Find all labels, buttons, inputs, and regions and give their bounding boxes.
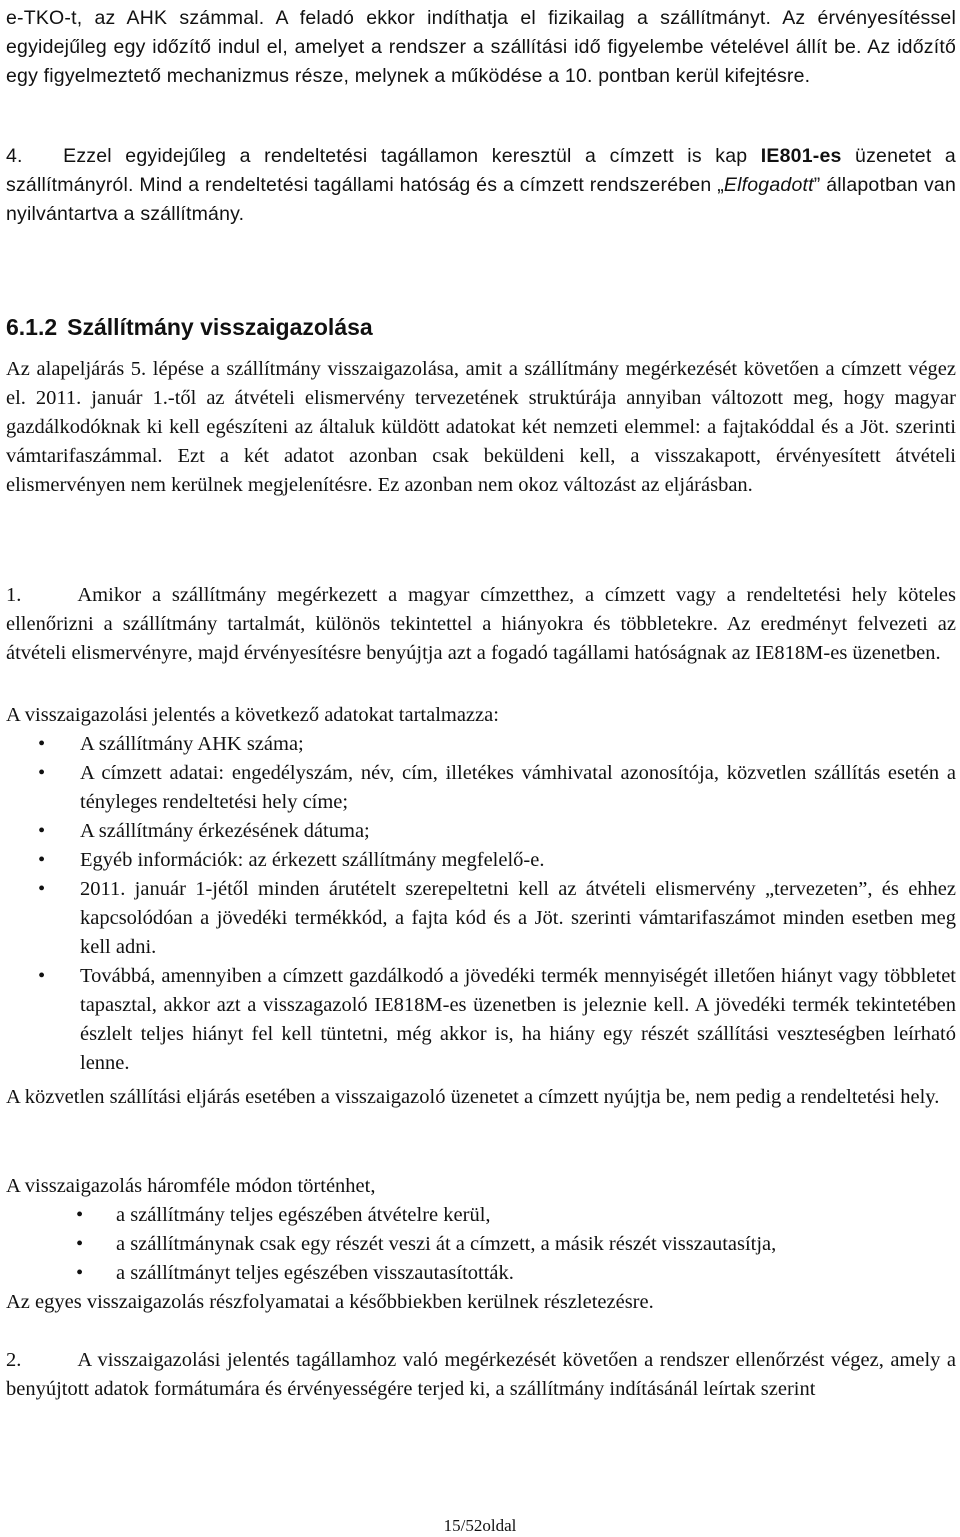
- quote-open: „: [717, 174, 724, 196]
- step-2-number: 2.: [6, 1349, 22, 1371]
- step-1-number: 1.: [6, 584, 22, 606]
- bullet-icon: •: [38, 965, 46, 987]
- intro-paragraph: Az alapeljárás 5. lépése a szállítmány visszaigazolása, amit a szállítmány megérkezését követően a címzett végez el. 2011. január 1.-től az átvételi elismervény tervezetének struktúrája annyiban változott meg, hogy magyar gazdálkodóknak ki kell egészíteni az általuk küldött adatokat két nemzeti elemmel: a fajtakóddal és a Jöt. szerinti vámtarifaszámmal. Ezt a két adatot azonban csak beküldeni kell, a visszakapott, érvényesített átvételi elismervényen nem kerülnek megjelenítésre. Ez azonban nem okoz változást az eljárásban.: [6, 358, 956, 496]
- item-4-paragraph: [6, 142, 956, 229]
- step-2-text: A visszaigazolási jelentés tagállamhoz való megérkezését követően a rendszer ellenőrzést végez, amely a benyújtott adatok formátumára és érvényességére terjed ki, a szállítmány indításánál leírtak szerint: [6, 1349, 956, 1400]
- page-number: 15/52oldal: [443, 1516, 517, 1535]
- list-item: • a szállítmány teljes egészében átvételre kerül,: [116, 1201, 956, 1230]
- message-code: IE801-es: [760, 145, 842, 167]
- list-item: • A szállítmány AHK száma;: [80, 730, 956, 759]
- list-item: • a szállítmányt teljes egészében visszautasították.: [116, 1259, 956, 1288]
- bullet-icon: •: [38, 820, 46, 842]
- three-ways-intro: A visszaigazolás háromféle módon történhet,: [6, 1175, 376, 1197]
- bullet-icon: •: [76, 1204, 84, 1226]
- bullet-icon: •: [76, 1233, 84, 1255]
- subprocess-note: Az egyes visszaigazolás részfolyamatai a későbbiekben kerülnek részletezésre.: [6, 1291, 654, 1313]
- item-4-text-a: Ezzel egyidejűleg a rendeltetési tagállamon keresztül a címzett is kap: [63, 145, 748, 167]
- bullet-icon: •: [38, 762, 46, 784]
- list-item: • Egyéb információk: az érkezett szállítmány megfelelő-e.: [80, 846, 956, 875]
- bullet-icon: •: [38, 733, 46, 755]
- step-1-paragraph: [6, 581, 956, 668]
- step-2-paragraph: [6, 1346, 956, 1404]
- section-title: Szállítmány visszaigazolása: [67, 314, 373, 340]
- bullet-icon: •: [76, 1262, 84, 1284]
- list-item: • 2011. január 1-jétől minden árutételt szerepeltetni kell az átvételi elismervény „tervezeten”, és ehhez kapcsolódóan a jövedéki termékkód, a fajta kód és a Jöt. szerinti vámtarifaszámot minden esetben meg kell adni.: [80, 875, 956, 962]
- section-number: 6.1.2: [6, 314, 58, 340]
- list-item: • A szállítmány érkezésének dátuma;: [80, 817, 956, 846]
- item-4-number: 4.: [6, 145, 23, 167]
- list-item: • a szállítmánynak csak egy részét veszi át a címzett, a másik részét visszautasítja,: [116, 1230, 956, 1259]
- report-intro: A visszaigazolási jelentés a következő adatokat tartalmazza:: [6, 704, 499, 726]
- continuation-paragraph: e-TKO-t, az AHK számmal. A feladó ekkor indíthatja el fizikailag a szállítmányt. Az érvényesítéssel egyidejűleg egy időzítő indul el, amelyet a rendszer a szállítási idő figyelembe vételével állít be. Az időzítő egy figyelmeztető mechanizmus része, melynek a működése a 10. pontban kerül kifejtésre.: [6, 7, 956, 87]
- item-4-text-c: állapotban van nyilvántartva a szállítmány.: [6, 174, 957, 225]
- direct-procedure-note: A közvetlen szállítási eljárás esetében a visszaigazoló üzenetet a címzett nyújtja be, nem pedig a rendeltetési hely.: [6, 1086, 940, 1108]
- status-term: Elfogadott: [723, 174, 814, 196]
- confirmation-modes-list: [76, 1201, 956, 1288]
- report-items-list: [38, 730, 956, 1078]
- quote-close: ”: [813, 174, 821, 196]
- list-item: • A címzett adatai: engedélyszám, név, cím, illetékes vámhivatal azonosítója, közvetlen szállítás esetén a tényleges rendeltetési hely címe;: [80, 759, 956, 817]
- bullet-icon: •: [38, 849, 46, 871]
- list-item: • Továbbá, amennyiben a címzett gazdálkodó a jövedéki termék mennyiségét illetően hiányt vagy többletet tapasztal, akkor azt a visszagazoló IE818M-es üzenetben is jeleznie kell. A jövedéki termék tekintetében észlelt teljes hiányt fel kell tüntetni, még akkor is, ha hiány egy részét szállítási veszteségben leírható lenne.: [80, 962, 956, 1078]
- bullet-icon: •: [38, 878, 46, 900]
- item-4-text-b: üzenetet a szállítmányról. Mind a rendeltetési tagállami hatóság és a címzett rendszerében: [6, 145, 956, 196]
- step-1-text: Amikor a szállítmány megérkezett a magyar címzetthez, a címzett vagy a rendeltetési hely köteles ellenőrizni a szállítmány tartalmát, különös tekintettel a hiányokra és többletekre. Az eredményt felvezeti az átvételi elismervényre, majd érvényesítésre benyújtja azt a fogadó tagállami hatóságnak az IE818M-es üzenetben.: [6, 584, 956, 664]
- section-heading: [6, 312, 373, 342]
